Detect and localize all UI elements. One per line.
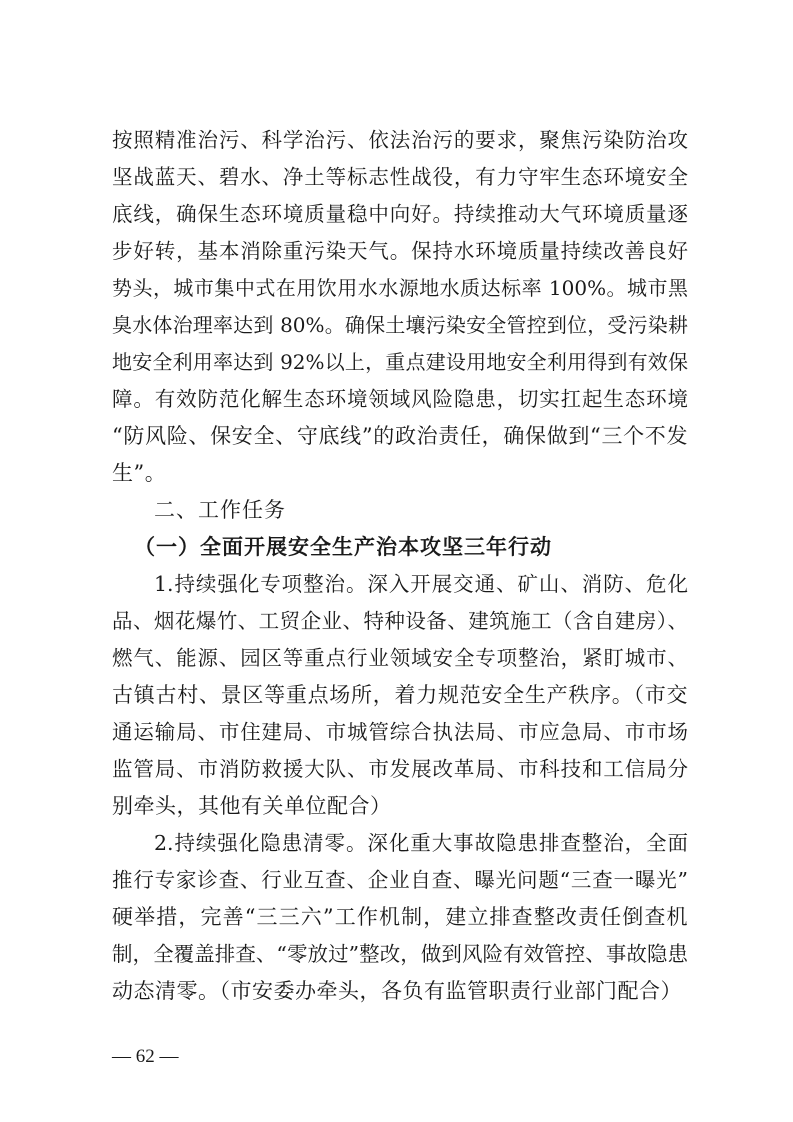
body-text-line: 障。有效防范化解生态环境领域风险隐患，切实扛起生态环境 [112,387,688,411]
subsection-heading: （一）全面开展安全生产治本攻坚三年行动 [134,534,552,559]
body-text-line: 臭水体治理率达到 80%。确保土壤污染安全管控到位，受污染耕 [112,313,688,337]
body-text-line: “防风险、保安全、守底线”的政治责任，确保做到“三个不发 [112,424,688,448]
body-text-line: 生”。 [112,461,167,485]
item-1-text-line: 监管局、市消防救援大队、市发展改革局、市科技和工信局分 [112,757,688,781]
item-1-text-line: 古镇古村、景区等重点场所，着力规范安全生产秩序。（市交 [112,683,688,707]
item-1-text-line: 别牵头，其他有关单位配合） [112,794,392,818]
item-1-text-line: 通运输局、市住建局、市城管综合执法局、市应急局、市市场 [112,720,688,744]
item-2-text-line: 硬举措，完善“三三六”工作机制，建立排查整改责任倒查机 [112,905,688,929]
item-2-text-line: 制，全覆盖排查、“零放过”整改，做到风险有效管控、事故隐患 [112,942,688,966]
body-text-line: 地安全利用率达到 92%以上，重点建设用地安全利用得到有效保 [112,350,688,374]
item-2-text-line: 推行专家诊查、行业互查、企业自查、曝光问题“三查一曝光” [112,868,688,892]
item-2-text-line: 2.持续强化隐患清零。深化重大事故隐患排查整治，全面 [154,831,688,855]
body-text-line: 坚战蓝天、碧水、净土等标志性战役，有力守牢生态环境安全 [112,165,688,189]
body-text-line: 底线，确保生态环境质量稳中向好。持续推动大气环境质量逐 [112,202,688,226]
item-1-text-line: 品、烟花爆竹、工贸企业、特种设备、建筑施工（含自建房）、 [112,609,688,633]
body-text-line: 按照精准治污、科学治污、依法治污的要求，聚焦污染防治攻 [112,128,688,152]
item-1-text-line: 1.持续强化专项整治。深入开展交通、矿山、消防、危化 [154,572,688,596]
item-2-text-line: 动态清零。（市安委办牵头，各负有监管职责行业部门配合） [112,979,682,1003]
section-heading: 二、工作任务 [154,498,286,522]
body-text-line: 势头，城市集中式在用饮用水水源地水质达标率 100%。城市黑 [112,276,688,300]
page-number: — 62 — [112,1046,179,1067]
item-1-text-line: 燃气、能源、园区等重点行业领域安全专项整治，紧盯城市、 [112,646,688,670]
body-text-line: 步好转，基本消除重污染天气。保持水环境质量持续改善良好 [112,239,688,263]
